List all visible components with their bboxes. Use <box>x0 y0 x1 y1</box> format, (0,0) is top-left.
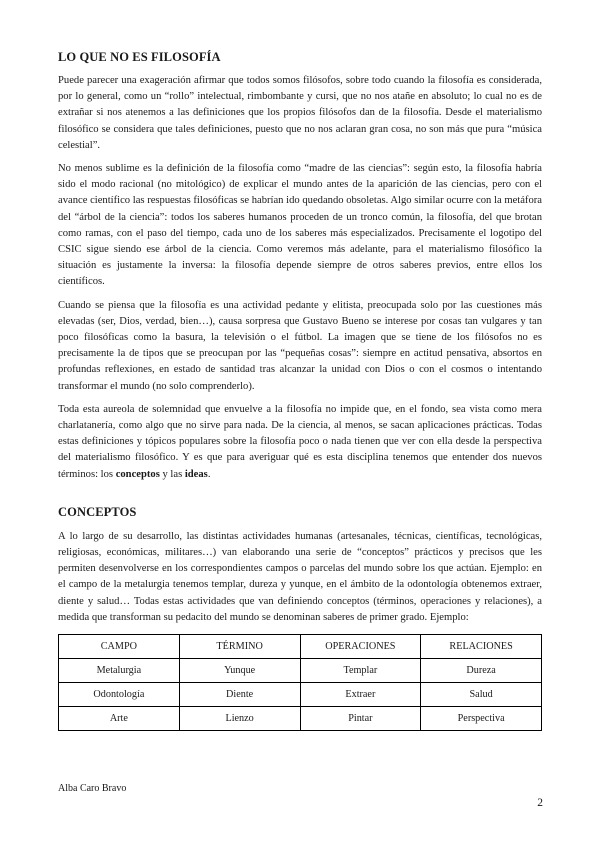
footer-author: Alba Caro Bravo <box>58 783 127 794</box>
term-conceptos: conceptos <box>115 468 160 480</box>
term-ideas: ideas <box>184 468 208 480</box>
paragraph-4 <box>58 402 542 483</box>
table-cell: Extraer <box>300 683 421 707</box>
table-header-cell: RELACIONES <box>421 635 542 659</box>
table-cell: Metalurgia <box>59 659 180 683</box>
table-header-cell: CAMPO <box>59 635 180 659</box>
table-cell: Salud <box>421 683 542 707</box>
table-cell: Lienzo <box>179 707 300 731</box>
table-cell: Diente <box>179 683 300 707</box>
table-header-cell: TÉRMINO <box>179 635 300 659</box>
concepts-table <box>58 634 542 731</box>
table-row <box>59 659 542 683</box>
paragraph-4-text: Toda esta aureola de solemnidad que envuelve a la filosofía no impide que, en el fondo, sea vista como mera charlatanería, como algo que no sirve para nada. De la ciencia, al menos, se sacan aplicaciones prácticas. Todas estas definiciones y tópicos populares sobre la filosofía poco o nada tienen que ver con ella desde la perspectiva del materialismo filosófico. Y es que para averiguar qué es esta disciplina tenemos que entender dos nuevos términos: los <box>58 403 542 480</box>
paragraph-5: A lo largo de su desarrollo, las distintas actividades humanas (artesanales, técnicas, científicas, tecnológicas, religiosas, económicas, militares…) van elaborando una serie de “conceptos” prácticos y precisos que les permiten desenvolverse en los correspondientes campos o parcelas del mundo sobre los que actúan. Ejemplo: en el campo de la metalurgia tenemos templar, dureza y yunque, en el ámbito de la odontología obtenemos extraer, diente y salud… Todas estas actividades que van definiendo conceptos (términos, operaciones y relaciones), a medida que transforman su pedacito del mundo se denominan saberes de primer grado. Ejemplo: <box>58 530 542 623</box>
table-cell: Perspectiva <box>421 707 542 731</box>
paragraph-4-end: . <box>207 468 211 480</box>
paragraph-3: Cuando se piensa que la filosofía es una actividad pedante y elitista, preocupada solo por las cuestiones más elevadas (ser, Dios, verdad, bien…), causa sorpresa que Gustavo Bueno se interese por cosas tan vulgares y tan poco filosóficas como la basura, la televisión o el fútbol. La imagen que se tiene de los filósofos no es precisamente la de tipos que se preocupan por las “pequeñas cosas”: siempre en actitud pensativa, absortos en profundas reflexiones, en estado de santidad tras alcanzar la unidad con Dios o con el cosmos o intentando transformar el mundo (no solo comprenderlo). <box>58 299 542 392</box>
paragraph-1: Puede parecer una exageración afirmar que todos somos filósofos, sobre todo cuando la filosofía es considerada, por lo general, como un “rollo” intelectual, rimbombante y cursi, que no nos atañe en absoluto; lo cual no es de extrañar si nos atenemos a las definiciones que los propios filósofos dan de la filosofía. Desde el materialismo filosófico se considera que tales definiciones, puesto que no nos aclaran gran cosa, no son más que pura “música celestial”. <box>58 75 542 151</box>
paragraph-4-connector: y las <box>159 468 185 480</box>
table-cell: Yunque <box>179 659 300 683</box>
section-heading-lo-que-no-es-filosofia: LO QUE NO ES FILOSOFÍA <box>58 50 221 64</box>
table-header-cell: OPERACIONES <box>300 635 421 659</box>
table-row <box>59 683 542 707</box>
table-cell: Pintar <box>300 707 421 731</box>
table-cell: Odontología <box>59 683 180 707</box>
table-cell: Arte <box>59 707 180 731</box>
table-cell: Templar <box>300 659 421 683</box>
section-heading-conceptos: CONCEPTOS <box>58 504 137 519</box>
document-page <box>58 50 542 731</box>
table-row <box>59 707 542 731</box>
page-number: 2 <box>537 797 543 809</box>
table-cell: Dureza <box>421 659 542 683</box>
table-header-row <box>59 635 542 659</box>
paragraph-2: No menos sublime es la definición de la filosofía como “madre de las ciencias”: según esto, la filosofía habría sido el modo racional (no mitológico) de explicar el mundo antes de la aparición de las ciencias, pero con el avance científico las respuestas filosóficas se habrían ido quedando obsoletas. Algo similar ocurre con la metáfora del “árbol de la ciencia”: todos los saberes humanos proceden de un tronco común, la filosofía, del que brotan como ramas, con el paso del tiempo, cada uno de los saberes más especializados. Precisamente el logotipo del CSIC sigue siendo ese árbol de la ciencia. Como veremos más adelante, para el materialismo filosófico la situación es justamente la inversa: la filosofía depende siempre de otros saberes previos, entre ellos los científicos. <box>58 163 542 288</box>
